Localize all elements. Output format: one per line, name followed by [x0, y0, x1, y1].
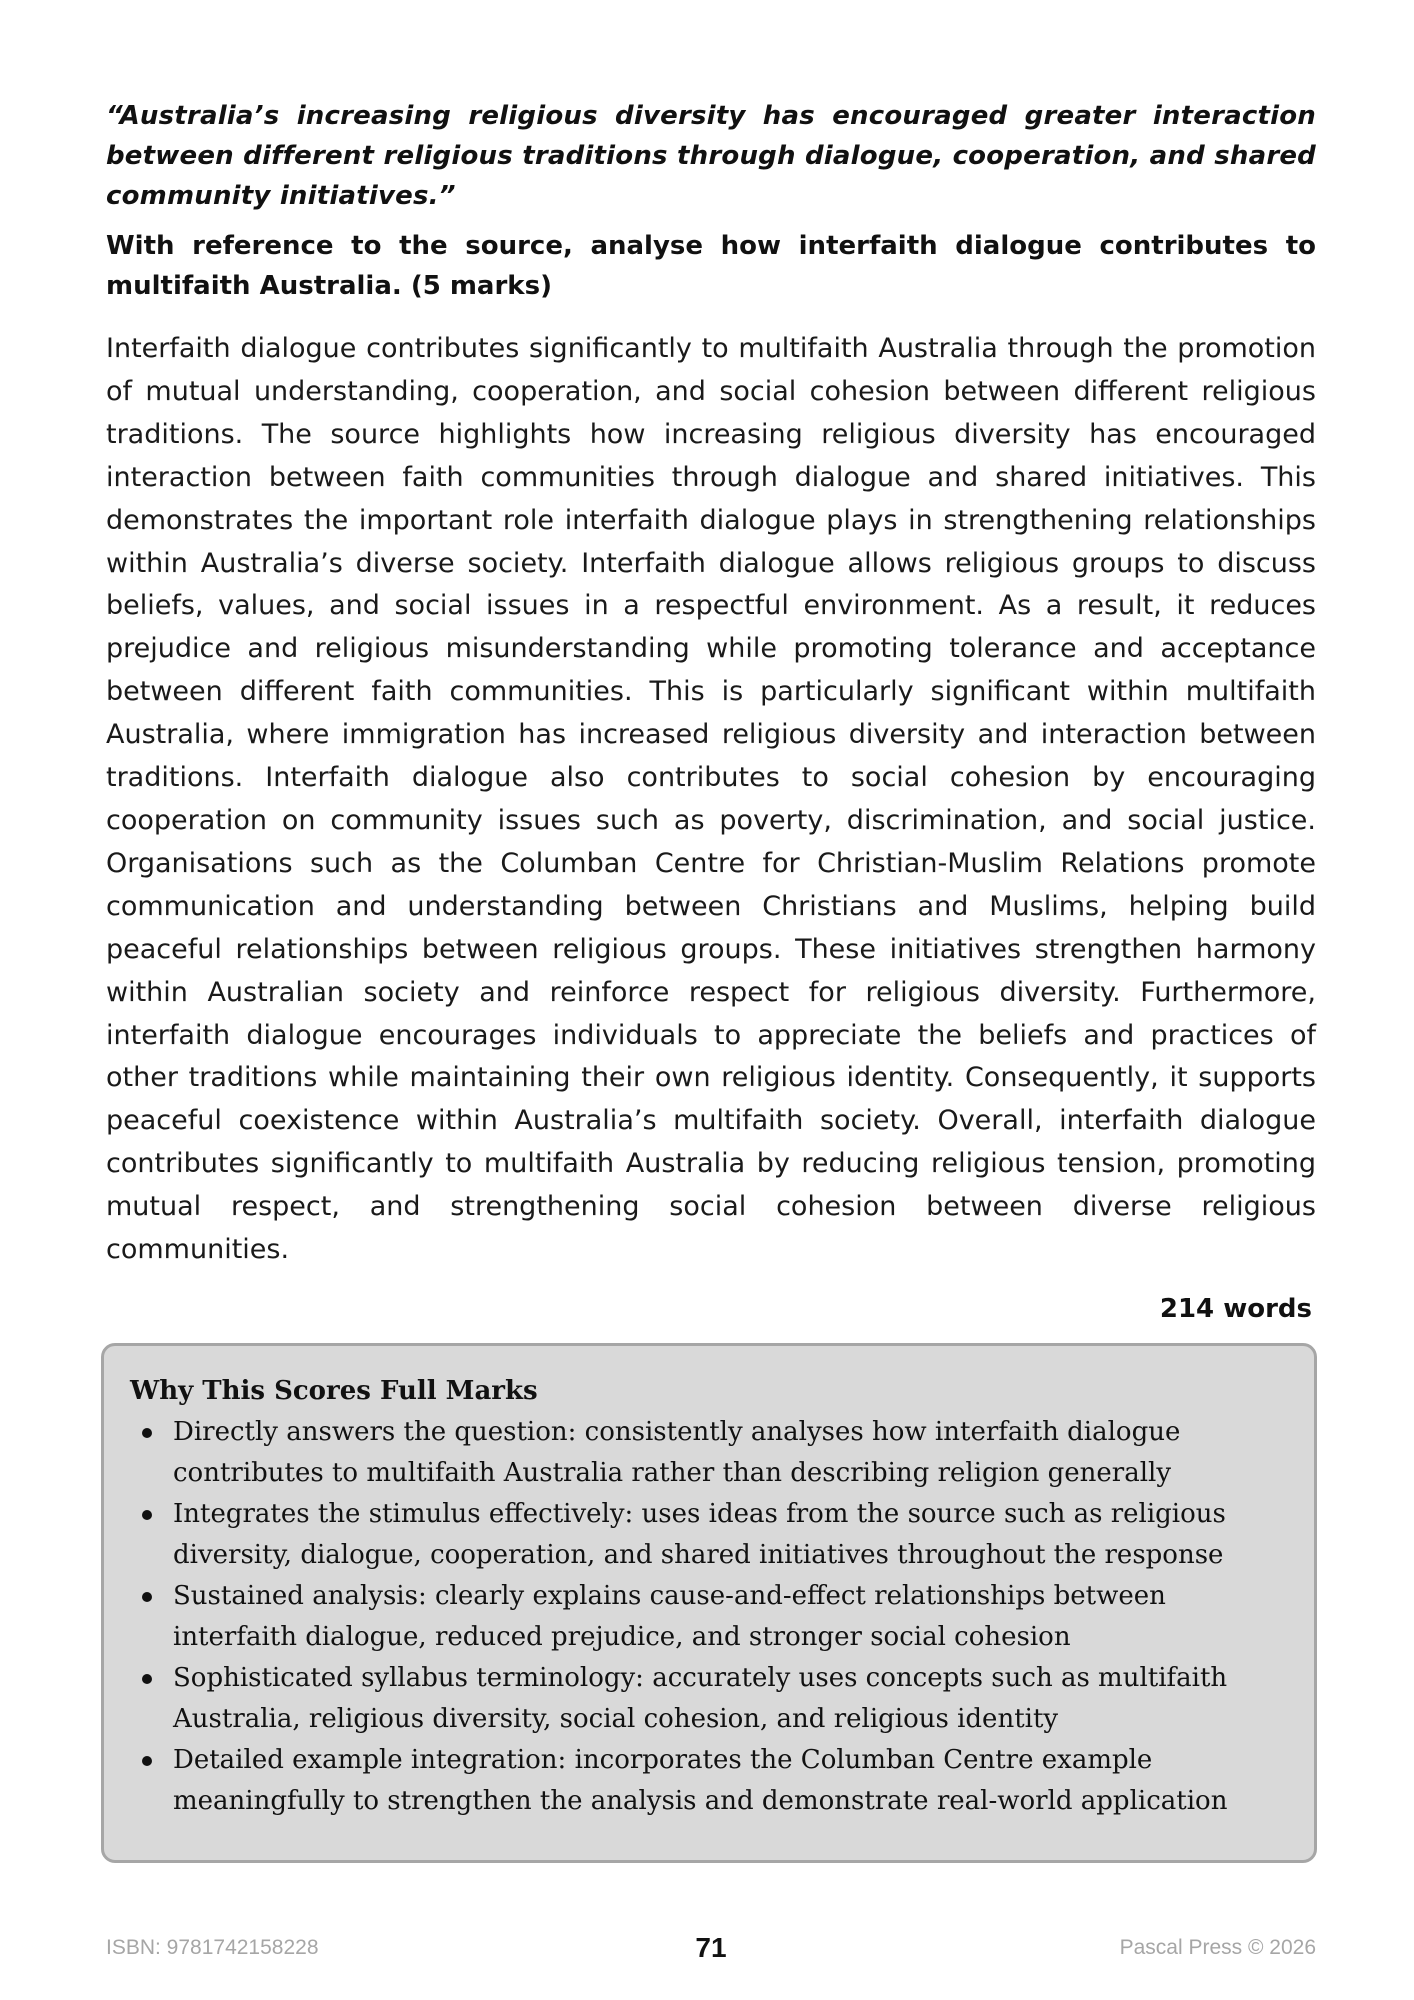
footer-isbn: ISBN: 9781742158228	[106, 1936, 319, 1959]
answer-paragraph: Interfaith dialogue contributes significantly to multifaith Australia through the promotion of mutual understanding, cooperation, and social cohesion between different religious traditions. The source highlights how increasing religious diversity has encouraged interaction between faith communities through dialogue and shared initiatives. This demonstrates the important role interfaith dialogue plays in strengthening relationships within Australia’s diverse society. Interfaith dialogue allows religious groups to discuss beliefs, values, and social issues in a respectful environment. As a result, it reduces prejudice and religious misunderstanding while promoting tolerance and acceptance between different faith communities. This is particularly significant within multifaith Australia, where immigration has increased religious diversity and interaction between traditions. Interfaith dialogue also contributes to social cohesion by encouraging cooperation on community issues such as poverty, discrimination, and social justice. Organisations such as the Columban Centre for Christian-Muslim Relations promote communication and understanding between Christians and Muslims, helping build peaceful relationships between religious groups. These initiatives strengthen harmony within Australian society and reinforce respect for religious diversity. Furthermore, interfaith dialogue encourages individuals to appreciate the beliefs and practices of other traditions while maintaining their own religious identity. Consequently, it supports peaceful coexistence within Australia’s multifaith society. Overall, interfaith dialogue contributes significantly to multifaith Australia by reducing religious tension, promoting mutual respect, and strengthening social cohesion between diverse religious communities.	[106, 333, 1316, 1266]
source-quote: “Australia’s increasing religious diversity has encouraged greater interaction between different religious traditions through dialogue, cooperation, and shared community initiatives.”	[106, 101, 1316, 211]
word-count: 214 words	[1159, 1293, 1312, 1324]
feedback-title: Why This Scores Full Marks	[130, 1376, 538, 1406]
feedback-item-text: Detailed example integration: incorporates the Columban Centre example meaningfully to strengthen the analysis and demonstrate real-world application	[173, 1745, 1228, 1816]
question-text: With reference to the source, analyse how interfaith dialogue contributes to multifaith Australia. (5 marks)	[106, 231, 1316, 301]
feedback-item-text: Sustained analysis: clearly explains cause-and-effect relationships between interfaith dialogue, reduced prejudice, and stronger social cohesion	[173, 1581, 1166, 1652]
footer-page-number: 71	[695, 1932, 727, 1963]
bullet-icon	[142, 1674, 152, 1684]
page-content	[106, 96, 1316, 1324]
feedback-item-text: Sophisticated syllabus terminology: accurately uses concepts such as multifaith Australia, religious diversity, social cohesion, and religious identity	[173, 1663, 1228, 1734]
footer-publisher: Pascal Press © 2026	[1119, 1936, 1316, 1959]
feedback-list	[128, 1412, 1288, 1822]
bullet-icon	[142, 1756, 152, 1766]
bullet-icon	[142, 1510, 152, 1520]
feedback-item-text: Directly answers the question: consistently analyses how interfaith dialogue contributes to multifaith Australia rather than describing religion generally	[173, 1417, 1181, 1488]
bullet-icon	[142, 1428, 152, 1438]
page-footer	[106, 1932, 1316, 1968]
feedback-item	[128, 1412, 1288, 1494]
feedback-item	[128, 1740, 1288, 1822]
feedback-item	[128, 1576, 1288, 1658]
feedback-box	[101, 1343, 1317, 1863]
bullet-icon	[142, 1592, 152, 1602]
feedback-item	[128, 1658, 1288, 1740]
feedback-item-text: Integrates the stimulus effectively: uses ideas from the source such as religious diversity, dialogue, cooperation, and shared initiatives throughout the response	[173, 1499, 1226, 1570]
feedback-item	[128, 1494, 1288, 1576]
